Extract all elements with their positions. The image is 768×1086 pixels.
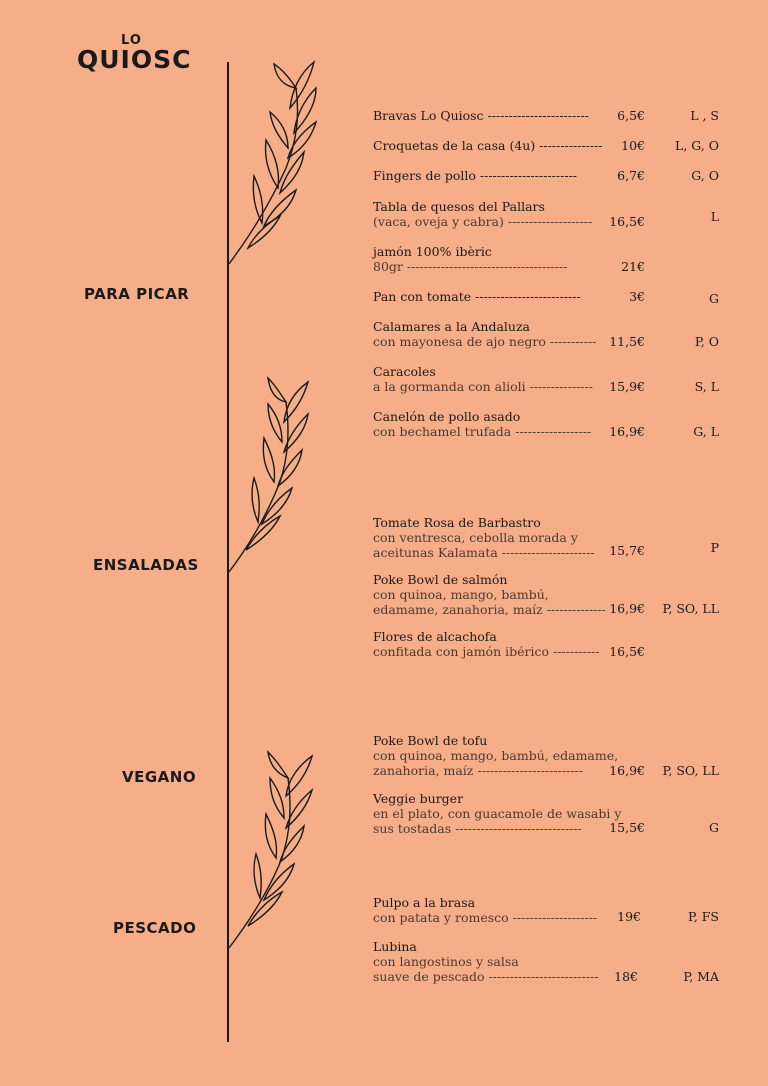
item-price: 21€ [621,259,645,274]
item-price: 16,5€ [609,644,645,659]
item-description: con ventresca, cebolla morada y [373,530,578,545]
item-name: Canelón de pollo asado [373,409,521,424]
logo-line-1: LO [121,33,142,48]
menu-item [373,168,723,183]
item-price: 16,9€ [609,763,645,778]
item-allergens: G [709,291,719,306]
item-price: 3€ [629,289,645,304]
section-label-pescado: PESCADO [113,919,197,937]
item-allergens: L [710,209,719,224]
menu-item [373,733,723,778]
item-price: 11,5€ [609,334,645,349]
item-description: en el plato, con guacamole de wasabi y [373,806,622,821]
item-name: Tabla de quesos del Pallars [373,199,545,214]
item-description: confitada con jamón ibérico ----------- [373,644,600,659]
item-allergens: L, G, O [675,138,719,153]
item-price: 18€ [614,969,638,984]
item-name: jamón 100% ibèric [373,244,492,259]
menu-item [373,515,723,560]
item-allergens: P, FS [687,909,719,924]
menu-item [373,244,723,274]
item-allergens: P, SO, LL [662,763,719,778]
leaf-branch-icon [228,372,318,574]
item-price: 15,9€ [609,379,645,394]
item-price: 16,9€ [609,601,645,616]
leaf-branch-icon [228,748,323,950]
item-description-line-2: aceitunas Kalamata ---------------------- [373,545,595,560]
menu-item [373,572,723,617]
menu-item [373,791,723,836]
item-description: con mayonesa de ajo negro ----------- [373,334,597,349]
item-name: Fingers de pollo ----------------------- [373,168,578,183]
item-name: Caracoles [373,364,436,379]
menu-item [373,364,723,394]
item-allergens: P, O [694,334,719,349]
item-description: con quinoa, mango, bambú, edamame, [373,748,619,763]
item-description: con patata y romesco -------------------- [373,910,598,925]
item-name: Bravas Lo Quiosc ------------------------ [373,108,589,123]
item-allergens: P, MA [683,969,719,984]
item-name: Calamares a la Andaluza [373,319,531,334]
item-name: Lubina [373,939,417,954]
menu-item [373,629,723,659]
item-allergens: G, O [691,168,719,183]
item-price: 15,5€ [609,820,645,835]
item-name: Tomate Rosa de Barbastro [373,515,541,530]
section-label-para-picar: PARA PICAR [84,285,190,303]
section-label-vegano: VEGANO [122,768,197,786]
item-description-line-2: edamame, zanahoria, maíz -------------- [373,602,606,617]
menu-item [373,138,723,153]
item-price: 6,5€ [617,108,645,123]
item-description-line-2: sus tostadas ------------------------------ [373,821,582,836]
item-price: 19€ [617,909,641,924]
item-price: 6,7€ [617,168,645,183]
item-name: Poke Bowl de tofu [373,733,488,748]
menu-item [373,199,723,229]
menu-item [373,409,723,439]
item-price: 15,7€ [609,543,645,558]
section-label-ensaladas: ENSALADAS [93,556,199,574]
item-description: 80gr -------------------------------------- [373,259,568,274]
item-allergens: S, L [694,379,719,394]
item-description: con langostinos y salsa [373,954,519,969]
item-allergens: P [710,540,719,555]
item-price: 16,5€ [609,214,645,229]
item-allergens: L , S [690,108,719,123]
item-price: 10€ [621,138,645,153]
item-name: Poke Bowl de salmón [373,572,508,587]
item-name: Veggie burger [373,791,464,806]
item-description: (vaca, oveja y cabra) -------------------- [373,214,593,229]
menu-item [373,939,723,984]
item-price: 16,9€ [609,424,645,439]
item-description-line-2: zanahoria, maíz ------------------------- [373,763,583,778]
menu-item [373,319,723,349]
leaf-branch-icon [228,48,323,266]
item-name: Pulpo a la brasa [373,895,476,910]
menu-item [373,289,723,304]
item-allergens: P, SO, LL [662,601,719,616]
logo-line-2: QUIOSC [77,45,192,74]
item-description: con quinoa, mango, bambú, [373,587,549,602]
logo [77,34,191,73]
item-name: Pan con tomate ------------------------- [373,289,581,304]
menu-item [373,895,723,925]
item-name: Flores de alcachofa [373,629,497,644]
item-allergens: G, L [693,424,719,439]
item-allergens: G [709,820,719,835]
item-description: con bechamel trufada ------------------ [373,424,592,439]
item-description-line-2: suave de pescado -------------------------- [373,969,599,984]
item-description: a la gormanda con alioli --------------- [373,379,593,394]
menu-item [373,108,723,123]
item-name: Croquetas de la casa (4u) --------------- [373,138,603,153]
